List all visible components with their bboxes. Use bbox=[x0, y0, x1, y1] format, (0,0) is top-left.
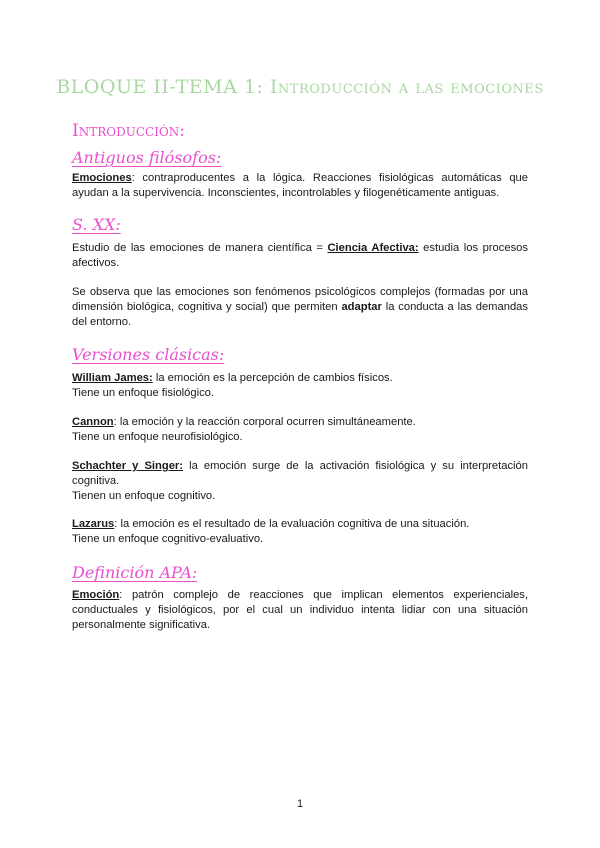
item-william-james bbox=[72, 371, 528, 401]
term-ciencia-afectiva: Ciencia Afectiva: bbox=[327, 242, 419, 254]
term-william-james: William James: bbox=[72, 372, 153, 384]
text-sxx-1a: Estudio de las emociones de manera científica = bbox=[72, 242, 328, 254]
term-adaptar: adaptar bbox=[341, 301, 382, 313]
section-heading-clasicas: Versiones clásicas: bbox=[72, 345, 225, 364]
intro-heading: Introducción: bbox=[72, 121, 185, 141]
text-sxx-1b: estudia los procesos afectivos. bbox=[72, 242, 528, 269]
paragraph-sxx-1 bbox=[72, 241, 528, 271]
text-lazarus: : la emoción es el resultado de la evaluación cognitiva de una situación. bbox=[114, 518, 470, 530]
item-cannon bbox=[72, 415, 528, 445]
paragraph-antiguos bbox=[72, 171, 528, 201]
term-emocion: Emoción bbox=[72, 589, 120, 601]
focus-cannon: Tiene un enfoque neurofisiológico. bbox=[72, 431, 243, 443]
item-lazarus bbox=[72, 517, 528, 547]
text-cannon: : la emoción y la reacción corporal ocurren simultáneamente. bbox=[113, 416, 416, 428]
focus-william-james: Tiene un enfoque fisiológico. bbox=[72, 387, 215, 399]
text-apa: : patrón complejo de reacciones que implican elementos experienciales, conductuales y fisiológicos, por el cual un individuo intenta lidiar con una situación personalmente significativa. bbox=[72, 589, 528, 631]
term-lazarus: Lazarus bbox=[72, 518, 115, 530]
item-schachter-singer bbox=[72, 459, 528, 504]
term-schachter-singer: Schachter y Singer: bbox=[72, 460, 184, 472]
section-heading-antiguos: Antiguos filósofos: bbox=[72, 148, 222, 167]
text-antiguos: : contraproducentes a la lógica. Reacciones fisiológicas automáticas que ayudan a la supervivencia. Inconscientes, incontrolables y filogenéticamente antiguas. bbox=[72, 172, 528, 199]
section-heading-sxx: S. XX: bbox=[72, 215, 121, 234]
page-number: 1 bbox=[296, 798, 304, 810]
focus-schachter-singer: Tienen un enfoque cognitivo. bbox=[72, 490, 216, 502]
term-cannon: Cannon bbox=[72, 416, 114, 428]
document-title: BLOQUE II-TEMA 1: Introducción a las emociones bbox=[56, 76, 544, 98]
paragraph-apa bbox=[72, 588, 528, 633]
focus-lazarus: Tiene un enfoque cognitivo-evaluativo. bbox=[72, 533, 264, 545]
text-schachter-singer: la emoción surge de la activación fisiológica y su interpretación cognitiva. bbox=[72, 460, 528, 487]
text-sxx-2b: la conducta a las demandas del entorno. bbox=[72, 301, 528, 328]
section-heading-apa: Definición APA: bbox=[72, 563, 198, 582]
text-william-james: la emoción es la percepción de cambios físicos. bbox=[152, 372, 393, 384]
text-sxx-2a: Se observa que las emociones son fenómenos psicológicos complejos (formadas por una dimensión biológica, cognitiva y social) que permiten bbox=[72, 286, 528, 313]
term-emociones: Emociones bbox=[72, 172, 132, 184]
paragraph-sxx-2 bbox=[72, 285, 528, 330]
